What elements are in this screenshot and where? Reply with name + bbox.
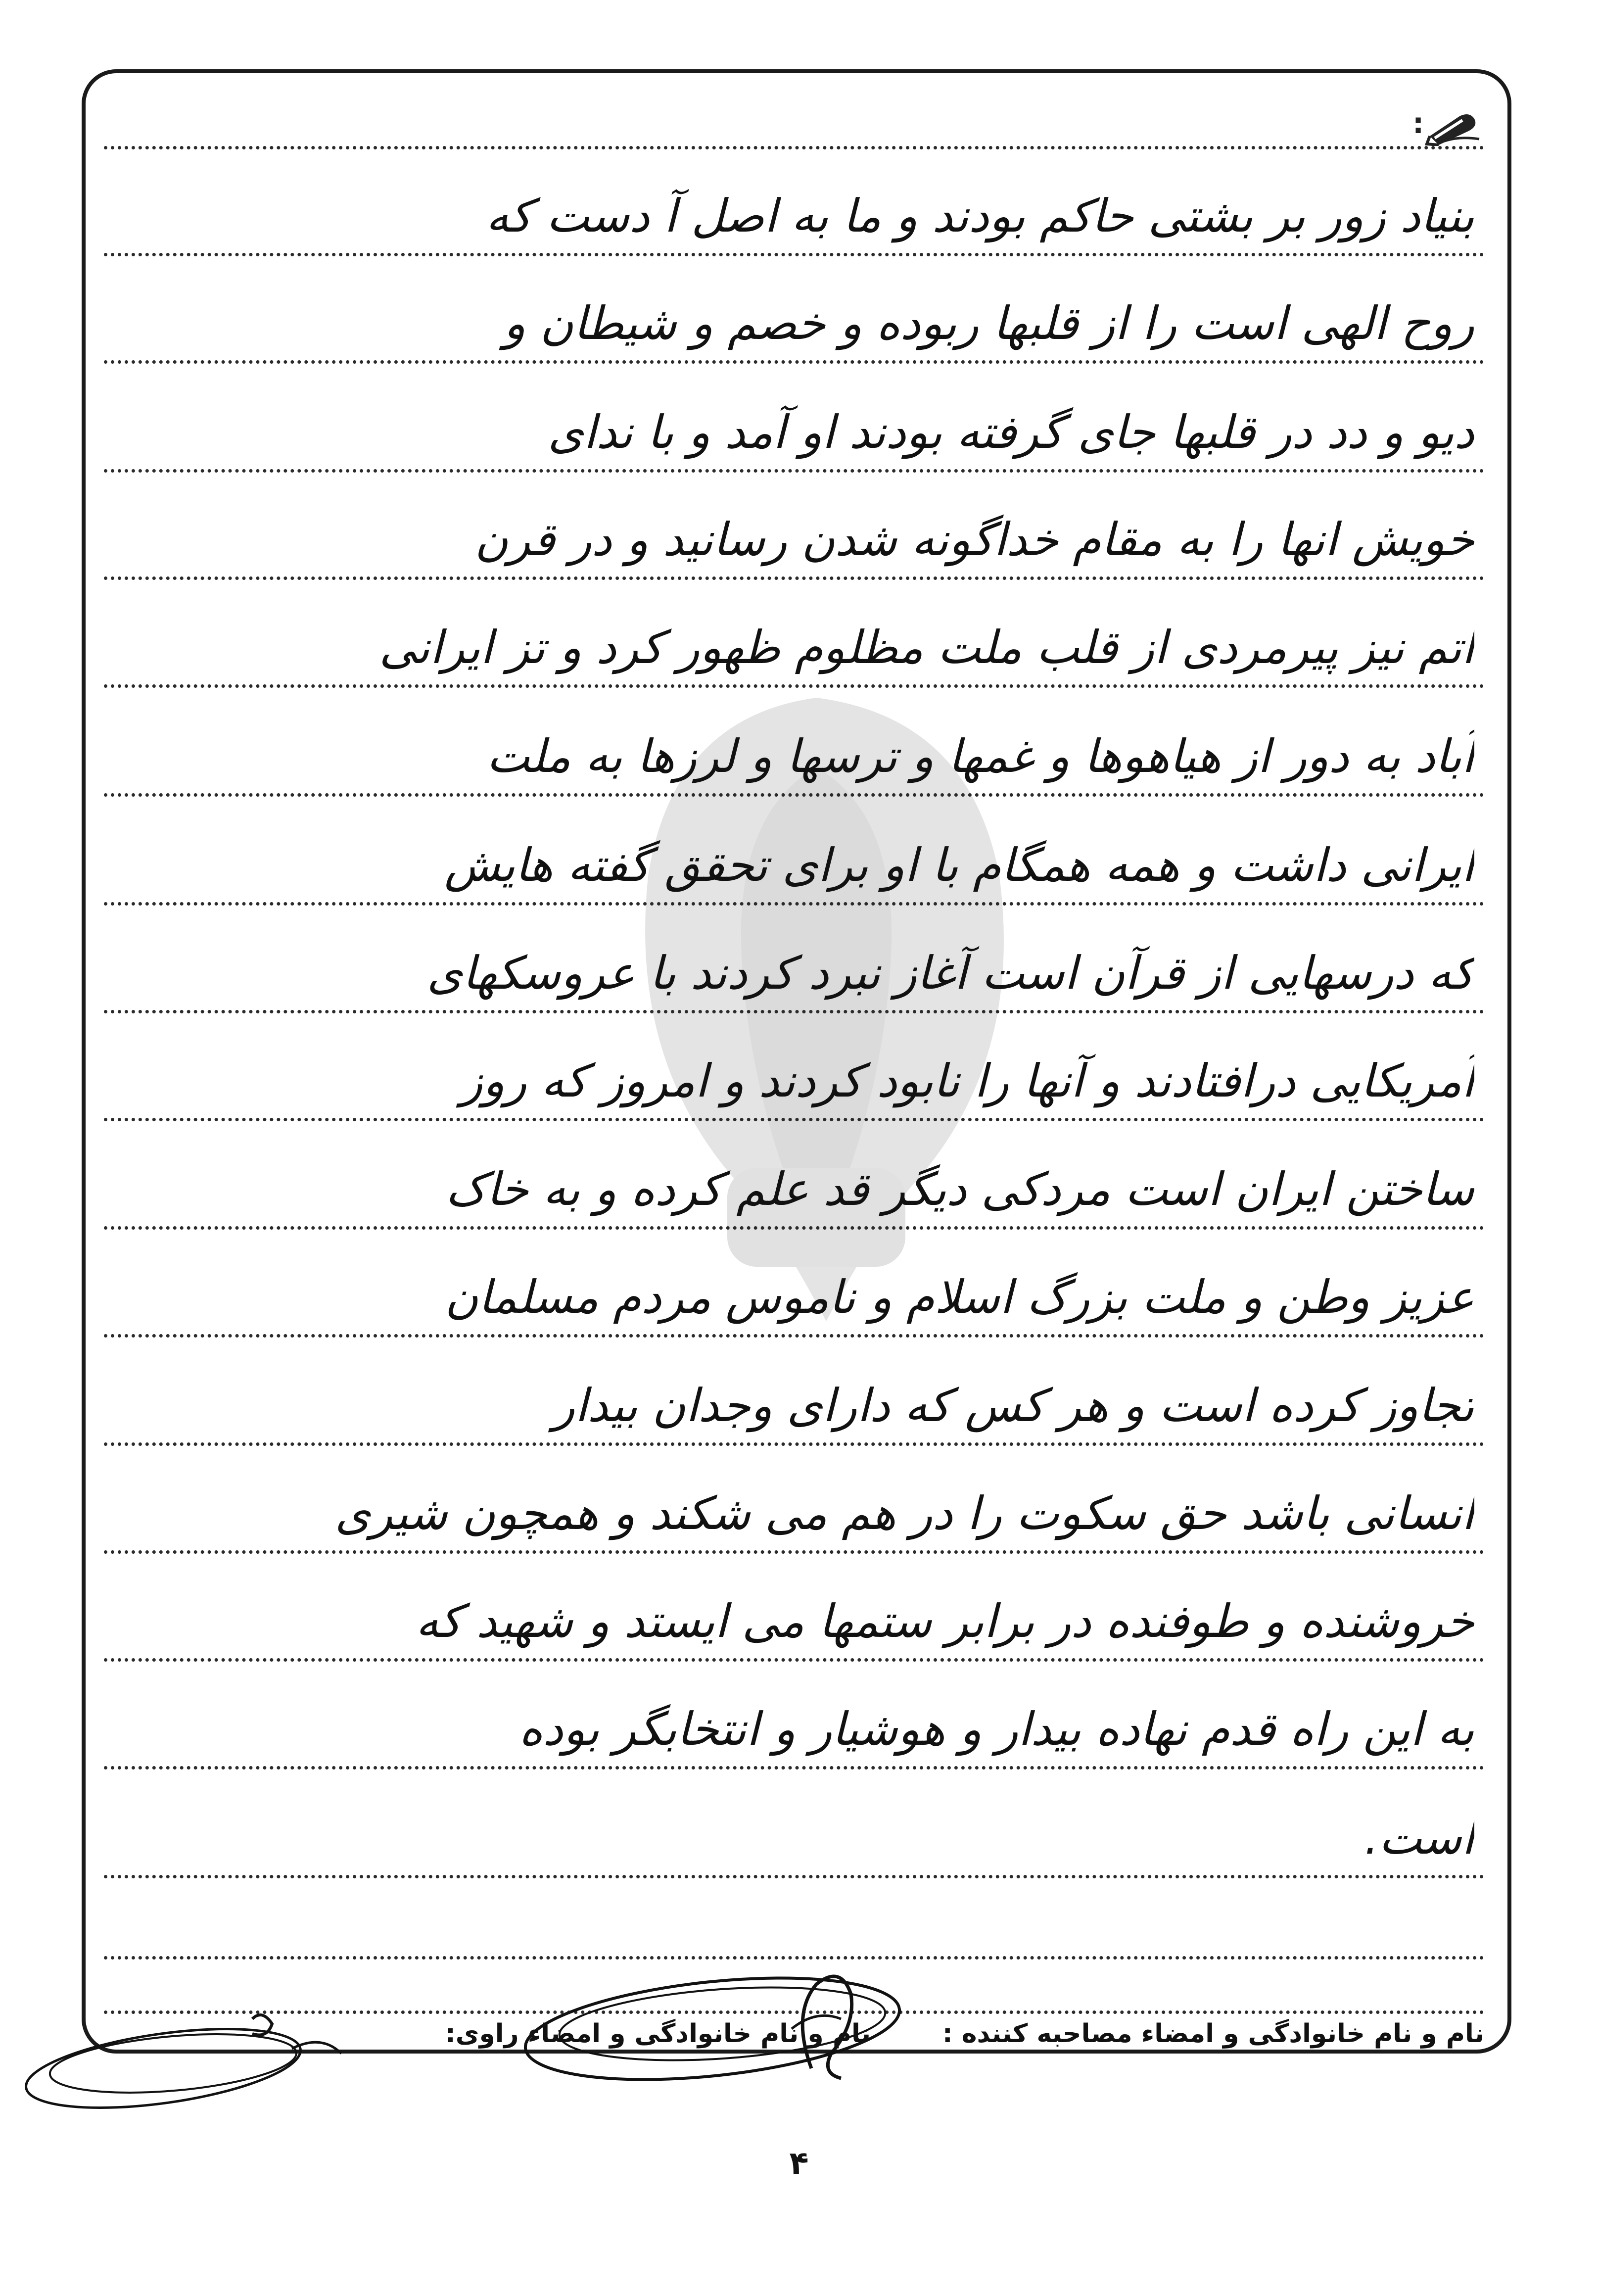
writing-line [104,812,1484,906]
handwritten-line: ساختن ایران است مردکی دیگر قد علم کرده و به خاک [445,1163,1474,1216]
writing-line [104,1675,1484,1770]
handwritten-line: خویش انها را به مقام خداگونه شدن رسانید و در قرن [474,513,1474,566]
writing-line [104,486,1484,580]
handwritten-line: ایرانی داشت و همه همگام با او برای تحقق گفته هایش [444,839,1474,892]
writing-line [104,919,1484,1013]
writing-line [104,55,1484,149]
signature-footer [297,2019,1484,2058]
handwritten-line: روح الهی است را از قلبها ربوده و خصم و شیطان و [503,297,1474,350]
interviewer-signature-label: نام و نام خانوادگی و امضاء مصاحبه کننده : [942,2019,1484,2049]
writing-line [104,1460,1484,1554]
writing-line [104,1784,1484,1878]
handwritten-line: خروشنده و طوفنده در برابر ستمها می ایستد و شهید که [416,1595,1474,1648]
handwritten-line: انسانی باشد حق سکوت را در هم می شکند و همچون شیری [334,1487,1474,1540]
handwritten-line: اتم نیز پیرمردی از قلب ملت مظلوم ظهور کرد و تز ایرانی [379,621,1474,674]
writing-line [104,1352,1484,1446]
handwritten-line: تجاوز کرده است و هر کس که دارای وجدان بیدار [553,1379,1474,1432]
header-colon: : [1412,106,1424,140]
handwritten-line: است. [1364,1812,1474,1865]
handwritten-line: آباد به دور از هیاهوها و غمها و ترسها و لرزها به ملت [486,730,1474,783]
page-number: ۴ [789,2145,809,2182]
handwritten-line: به این راه قدم نهاده بیدار و هوشیار و انتخابگر بوده [519,1703,1474,1756]
handwritten-line: بنیاد زور بر بشتی حاکم بودند و ما به اصل آ دست که [486,190,1474,242]
writing-line [104,270,1484,364]
narrator-signature-label: نام و نام خانوادگی و امضاء راوی: [445,2019,871,2049]
writing-line [104,1568,1484,1662]
writing-line [104,1244,1484,1338]
writing-line [104,1027,1484,1121]
handwritten-line: عزیز وطن و ملت بزرگ اسلام و ناموس مردم مسلمان [445,1271,1474,1324]
writing-line [104,1136,1484,1230]
handwritten-line: دیو و دد در قلبها جای گرفته بودند او آمد و با ندای [548,406,1474,459]
writing-line [104,162,1484,256]
writing-line [104,379,1484,473]
handwritten-line: آمریکایی درافتادند و آنها را نابود کردند و امروز که روز [461,1054,1474,1107]
writing-line [104,594,1484,688]
handwritten-line: که درسهایی از قرآن است آغاز نبرد کردند با عروسکهای [426,947,1474,1000]
writing-line [104,703,1484,797]
lined-writing-area [104,0,1484,2296]
